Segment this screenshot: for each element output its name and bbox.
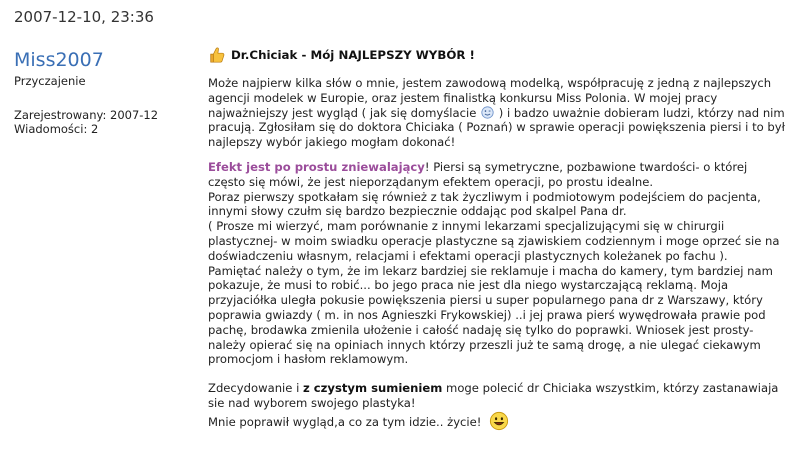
paragraph3-last-line bbox=[208, 411, 788, 431]
paragraph2-line4: Pamiętać należy o tym, że im lekarz bardziej sie reklamuje i macha do kamery, tym bardziej nam pokazuje, że musi to robić... bo jego praca nie jest dla niego wystarczającą reklamą. Moja przyjaciółka uległa pokusie powiększenia piersi u super popularnego pana dr z Warszawy, który poprawia gwiazdy ( m. in nos Agnieszki Frykowskiej) ..i jej prawa pierś wywędrowała prawie pod pachę, brodawka zmienila ułożenie i całość nadaję się tylko do poprawki. Wniosek jest prosty- należy opierać się na opiniach innych którzy przeszli już te samą drogę, a nie ulegać ciekawym promocjom i hasłom reklamowym. bbox=[208, 263, 773, 367]
author-message-count: Wiadomości: 2 bbox=[14, 122, 99, 136]
paragraph2-line3: ( Prosze mi wierzyć, mam porównanie z innymi lekarzami specjalizującymi się w chirurgii plastycznej- w moim swiadku operacje plastyczne są zjawiskiem codziennym i moge oprzeć sie na doświadczeniu własnym, relacjami i efektami operacji plastycznych koleżanek po fachu ). bbox=[208, 219, 780, 263]
paragraph1-part1: Może najpierw kilka słów o mnie, jestem zawodową modelką, współpracuję z jedną z najlepszych agencji modelek w Europie, oraz jestem finalistką konkursu Miss Polonia. W mojej pracy najważniejszy jest wygląd ( jak się domyślacie bbox=[208, 76, 772, 120]
post-paragraph-3 bbox=[208, 381, 788, 431]
author-registered: Zarejestrowany: 2007-12 bbox=[14, 108, 159, 122]
author-rank: Przyczajenie bbox=[14, 74, 86, 88]
paragraph3-post: moge polecić dr Chiciaka wszystkim, którzy zastanawiaja sie nad wyborem swojego plastyka! bbox=[208, 381, 779, 410]
paragraph2-line1: ! Piersi są symetryczne, pozbawione twardości- o której często się mówi, że jest nieporządanym efektem operacji, po prostu idealne. bbox=[208, 159, 748, 189]
thumbs-up-icon bbox=[208, 46, 226, 64]
post-paragraph-2 bbox=[208, 160, 788, 367]
post-date: 2007-12-10, 23:36 bbox=[14, 8, 154, 26]
closing-text: Mnie poprawił wygląd,a co za tym idzie.. życie! bbox=[208, 414, 482, 429]
happy-smiley-icon bbox=[489, 411, 509, 431]
highlight-text: Efekt jest po prostu zniewalający bbox=[208, 159, 425, 174]
paragraph3-bold: z czystym sumieniem bbox=[303, 381, 443, 396]
paragraph3-pre: Zdecydowanie i bbox=[208, 381, 304, 396]
paragraph2-line2: Poraz pierwszy spotkałam się również z tak życzliwym i podmiotowym podejściem do pacjenta, innymi słowy czułm się bardzo bezpiecznie oddając pod skalpel Pana dr. bbox=[208, 189, 761, 219]
wink-smiley-icon bbox=[481, 106, 494, 119]
author-panel bbox=[14, 48, 194, 136]
author-username[interactable]: Miss2007 bbox=[14, 49, 104, 71]
paragraph1-part2: ) i badzo uważnie dobieram ludzi, którzy nad nim pracują. Zgłosiłam się do doktora Chiciaka ( Poznań) w sprawie operacji powiększenia piersi i to był najlepszy wybór jakiego mogłam dokonać! bbox=[208, 105, 785, 150]
author-meta bbox=[14, 108, 194, 136]
post-body bbox=[208, 46, 788, 441]
post-title: Dr.Chiciak - Mój NAJLEPSZY WYBÓR ! bbox=[231, 47, 475, 62]
post-paragraph-1 bbox=[208, 76, 788, 150]
post-title-row bbox=[208, 46, 788, 64]
